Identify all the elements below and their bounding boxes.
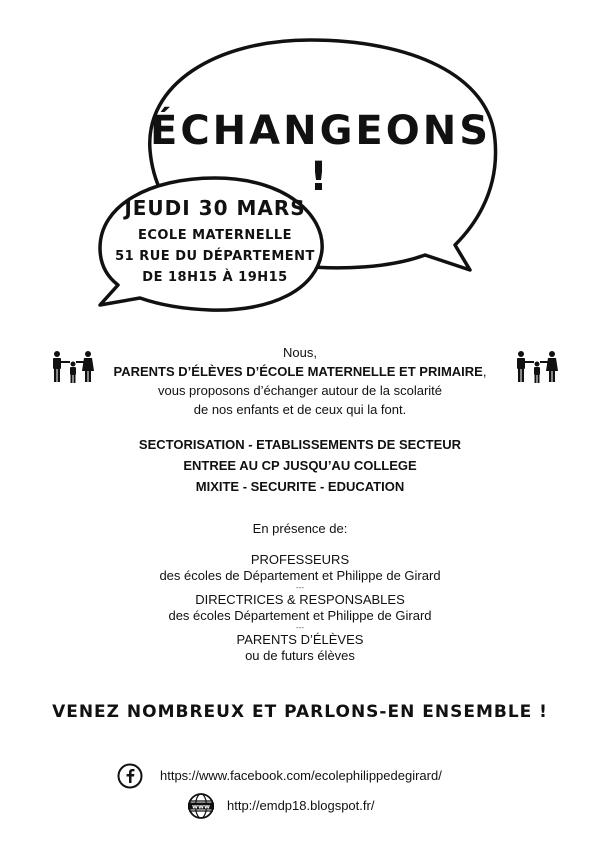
presence-group-title: PROFESSEURS <box>250 552 350 567</box>
intro-line-3: vous proposons d’échanger autour de la scolarité <box>157 383 442 398</box>
presence-group-detail: ou de futurs élèves <box>245 648 355 663</box>
topic-item: SECTORISATION - ETABLISSEMENTS DE SECTEUR <box>138 437 462 452</box>
facebook-icon[interactable] <box>117 763 143 789</box>
presence-group-title: DIRECTRICES & RESPONSABLES <box>195 592 405 607</box>
topic-item: ENTREE AU CP JUSQU’AU COLLEGE <box>183 458 417 473</box>
event-title: ÉCHANGEONS ! <box>150 108 492 200</box>
intro-comma: , <box>482 364 487 379</box>
www-globe-icon[interactable] <box>187 792 215 820</box>
www-icon-label: www <box>191 802 211 811</box>
presence-separator: --- <box>296 623 304 632</box>
presence-group-detail: des écoles Département et Philippe de Girard <box>168 608 432 623</box>
call-to-action: VENEZ NOMBREUX ET PARLONS-EN ENSEMBLE ! <box>52 702 548 722</box>
intro-line-1: Nous, <box>283 345 317 360</box>
event-date: JEUDI 30 MARS <box>124 196 306 220</box>
intro-block <box>0 343 600 419</box>
blog-link[interactable]: http://emdp18.blogspot.fr/ <box>227 798 375 813</box>
topics-list <box>0 434 600 497</box>
facebook-link[interactable]: https://www.facebook.com/ecolephilippedegirard/ <box>160 768 442 783</box>
presence-groups <box>0 552 600 664</box>
event-time: DE 18H15 À 19H15 <box>142 270 288 285</box>
intro-parents-label: PARENTS D’ÉLÈVES D’ÉCOLE MATERNELLE ET PRIMAIRE <box>113 364 483 379</box>
intro-line-2 <box>0 362 600 381</box>
topic-item: MIXITE - SECURITE - EDUCATION <box>195 479 405 494</box>
event-address: 51 RUE DU DÉPARTEMENT <box>115 249 315 264</box>
event-school: ECOLE MATERNELLE <box>137 228 293 243</box>
presence-group-detail: des écoles de Département et Philippe de Girard <box>159 568 441 583</box>
presence-group-title: PARENTS D’ÉLÈVES <box>236 632 364 647</box>
intro-line-4: de nos enfants et de ceux qui la font. <box>193 402 407 417</box>
presence-heading: En présence de: <box>252 521 348 536</box>
presence-separator: --- <box>296 583 304 592</box>
